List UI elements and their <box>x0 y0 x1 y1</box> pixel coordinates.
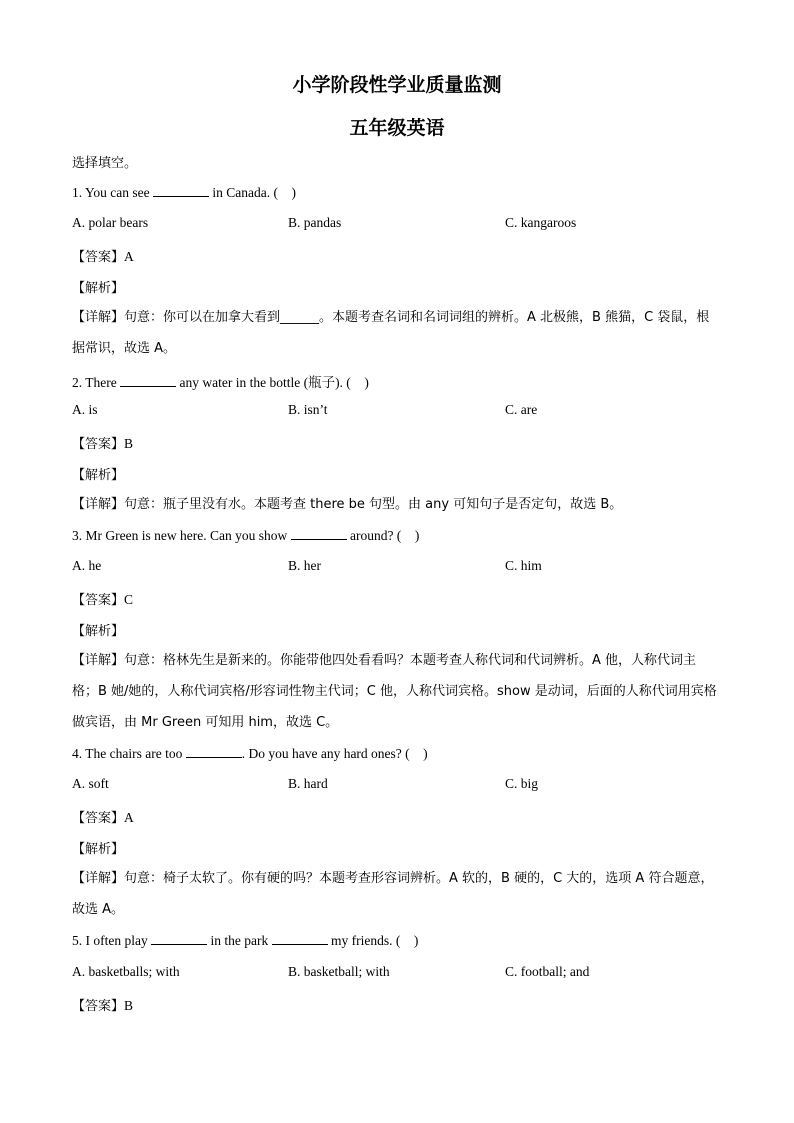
question-2-answer <box>72 433 133 452</box>
section-heading: 选择填空。 <box>72 156 138 171</box>
detail-text: 句意：瓶子里没有水。本题考查 there be 句型。由 any 可知句子是否定句，故选 B。 <box>124 497 623 512</box>
answer-value: A <box>124 249 134 264</box>
question-2-option-b: B. isn’t <box>288 402 328 417</box>
question-4-analysis-label: 【解析】 <box>72 842 125 857</box>
answer-value: A <box>124 810 134 825</box>
question-1-detail <box>72 302 720 364</box>
detail-text: 句意：格林先生是新来的。你能带他四处看看吗？本题考查人称代词和代词辨析。A 他，人称代词主格；B 她/她的，人称代词宾格/形容词性物主代词；C 他，人称代词宾格。show 是动词，后面的人称代词用宾格做宾语，由 Mr Green 可知用 him，故选 C。 <box>72 653 717 730</box>
question-1-option-c: C. kangaroos <box>505 215 577 230</box>
answer-blank <box>186 745 242 758</box>
question-3-option-c: C. him <box>505 558 542 573</box>
detail-label: 【详解】 <box>72 653 125 668</box>
answer-value: C <box>124 592 134 607</box>
question-3-answer <box>72 589 133 608</box>
question-5-option-b: B. basketball; with <box>288 964 390 979</box>
question-5-stem <box>72 932 418 949</box>
detail-label: 【详解】 <box>72 310 125 325</box>
question-2-detail <box>72 489 720 520</box>
answer-label: 【答案】 <box>72 250 125 265</box>
answer-label: 【答案】 <box>72 437 125 452</box>
detail-label: 【详解】 <box>72 871 125 886</box>
question-4-option-b: B. hard <box>288 776 328 791</box>
question-5-stem-part-c: ) <box>413 933 419 948</box>
question-2-analysis-label: 【解析】 <box>72 468 125 483</box>
question-5-stem-part-a: 5. I often play <box>72 933 148 948</box>
page-subtitle: 五年级英语 <box>349 117 445 139</box>
question-2-stem <box>72 371 369 391</box>
question-4-option-c: C. big <box>505 776 539 791</box>
question-4-stem-part-a: 4. The chairs are too <box>72 746 183 761</box>
question-2-stem-part-c: ) <box>364 375 369 390</box>
detail-label: 【详解】 <box>72 497 125 512</box>
page-title: 小学阶段性学业质量监测 <box>292 74 502 96</box>
question-4-stem-part-b: . Do you have any hard ones? ( <box>241 746 410 761</box>
question-1-stem-part-c: ) <box>291 185 296 200</box>
question-3-stem-part-a: 3. Mr Green is new here. Can you show <box>72 528 288 543</box>
question-4-answer <box>72 807 134 826</box>
question-2-option-a: A. is <box>72 402 98 417</box>
question-4-stem-part-c: ) <box>423 746 428 761</box>
answer-blank <box>153 184 209 197</box>
answer-value: B <box>124 436 134 451</box>
question-1-answer <box>72 246 134 265</box>
answer-blank <box>120 374 176 387</box>
question-5-option-a: A. basketballs; with <box>72 964 180 979</box>
question-5-stem-part-b: my friends. ( <box>330 933 401 948</box>
answer-label: 【答案】 <box>72 593 125 608</box>
answer-label: 【答案】 <box>72 811 125 826</box>
question-3-option-b: B. her <box>288 558 321 573</box>
answer-blank <box>151 932 207 945</box>
answer-blank <box>291 527 347 540</box>
question-1-option-a: A. polar bears <box>72 215 149 230</box>
question-4-stem <box>72 745 428 762</box>
question-1-option-b: B. pandas <box>288 215 342 230</box>
question-2-stem-part-a: 2. There <box>72 375 117 390</box>
question-1-stem <box>72 184 296 201</box>
question-5-option-c: C. football; and <box>505 964 590 979</box>
question-2-option-c: C. are <box>505 402 538 417</box>
detail-text: 句意：椅子太软了。你有硬的吗？本题考查形容词辨析。A 软的，B 硬的，C 大的，选项 A 符合题意，故选 A。 <box>72 871 714 917</box>
question-3-analysis-label: 【解析】 <box>72 624 125 639</box>
answer-label: 【答案】 <box>72 999 125 1014</box>
question-5-answer <box>72 995 133 1014</box>
question-2-stem-part-b: any water in the bottle (瓶子). ( <box>179 375 351 390</box>
question-1-analysis-label: 【解析】 <box>72 281 125 296</box>
question-3-stem <box>72 527 419 544</box>
answer-blank <box>272 932 328 945</box>
question-3-option-a: A. he <box>72 558 102 573</box>
question-5-stem-part-mid: in the park <box>210 933 269 948</box>
question-4-detail <box>72 863 720 925</box>
answer-value: B <box>124 998 134 1013</box>
question-3-stem-part-b: around? ( <box>349 528 402 543</box>
question-1-stem-part-b: in Canada. ( <box>212 185 278 200</box>
question-3-stem-part-c: ) <box>414 528 420 543</box>
question-3-detail <box>72 645 720 738</box>
question-4-option-a: A. soft <box>72 776 109 791</box>
detail-text: 句意：你可以在加拿大看到______。本题考查名词和名词词组的辨析。A 北极熊，B 熊猫，C 袋鼠，根据常识，故选 A。 <box>72 310 710 356</box>
question-1-stem-part-a: 1. You can see <box>72 185 150 200</box>
